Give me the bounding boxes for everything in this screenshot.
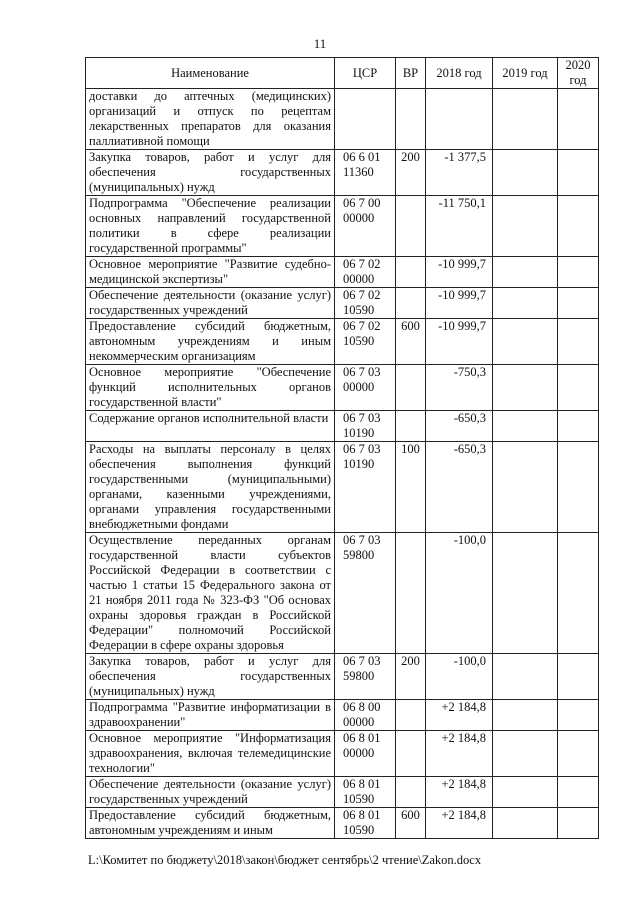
row-csr-cell: 06 8 00 00000: [335, 700, 396, 731]
row-csr-cell: 06 7 02 10590: [335, 319, 396, 365]
table-row: [86, 150, 599, 196]
row-csr-cell: 06 8 01 10590: [335, 777, 396, 808]
file-path-footer: L:\Комитет по бюджету\2018\закон\бюджет сентябрь\2 чтение\Zakon.docx: [88, 853, 482, 867]
header-name: Наименование: [86, 58, 335, 89]
row-vr-cell: 100: [396, 442, 426, 533]
table-row: [86, 411, 599, 442]
row-2019-cell: [493, 257, 558, 288]
row-csr-cell: 06 7 03 10190: [335, 442, 396, 533]
table-row: [86, 365, 599, 411]
table-row: [86, 777, 599, 808]
row-2018-cell: -1 377,5: [426, 150, 493, 196]
row-vr-cell: 200: [396, 150, 426, 196]
row-2020-cell: [558, 808, 599, 839]
row-vr-cell: [396, 89, 426, 150]
row-vr-cell: 600: [396, 319, 426, 365]
row-name-cell: Обеспечение деятельности (оказание услуг) государственных учреждений: [86, 288, 335, 319]
row-vr-cell: [396, 288, 426, 319]
row-vr-cell: [396, 700, 426, 731]
header-2019: 2019 год: [493, 58, 558, 89]
header-2018: 2018 год: [426, 58, 493, 89]
row-2020-cell: [558, 196, 599, 257]
row-2020-cell: [558, 150, 599, 196]
row-2018-cell: -650,3: [426, 442, 493, 533]
row-name-cell: Подпрограмма "Развитие информатизации в здравоохранении": [86, 700, 335, 731]
row-vr-cell: [396, 731, 426, 777]
row-2019-cell: [493, 196, 558, 257]
row-vr-cell: [396, 411, 426, 442]
row-2018-cell: [426, 89, 493, 150]
row-name-cell: Предоставление субсидий бюджетным, автономным учреждениям и иным некоммерческим организациям: [86, 319, 335, 365]
row-name-cell: Осуществление переданных органам государственной власти субъектов Российской Федерации в соответствии с частью 1 статьи 15 Федерального закона от 21 ноября 2011 года № 323-ФЗ "Об основах охраны здоровья граждан в Российской Федерации" полномочий Российской Федерации в сфере охраны здоровья: [86, 533, 335, 654]
row-csr-cell: 06 7 02 00000: [335, 257, 396, 288]
header-csr: ЦСР: [335, 58, 396, 89]
row-csr-cell: 06 8 01 10590: [335, 808, 396, 839]
row-csr-cell: 06 8 01 00000: [335, 731, 396, 777]
row-2019-cell: [493, 777, 558, 808]
table-row: [86, 808, 599, 839]
row-2018-cell: +2 184,8: [426, 808, 493, 839]
row-name-cell: Закупка товаров, работ и услуг для обеспечения государственных (муниципальных) нужд: [86, 654, 335, 700]
row-2018-cell: -10 999,7: [426, 288, 493, 319]
row-name-cell: доставки до аптечных (медицинских) организаций и отпуск по рецептам лекарственных препаратов для оказания паллиативной помощи: [86, 89, 335, 150]
table-row: [86, 533, 599, 654]
row-csr-cell: [335, 89, 396, 150]
row-2018-cell: -100,0: [426, 533, 493, 654]
table-header-row: [86, 58, 599, 89]
row-2018-cell: +2 184,8: [426, 777, 493, 808]
row-2018-cell: +2 184,8: [426, 700, 493, 731]
row-2019-cell: [493, 288, 558, 319]
row-2019-cell: [493, 319, 558, 365]
table-row: [86, 196, 599, 257]
row-name-cell: Предоставление субсидий бюджетным, автономным учреждениям и иным: [86, 808, 335, 839]
row-2019-cell: [493, 700, 558, 731]
table-row: [86, 288, 599, 319]
row-vr-cell: [396, 257, 426, 288]
row-2020-cell: [558, 533, 599, 654]
row-vr-cell: [396, 777, 426, 808]
row-vr-cell: 600: [396, 808, 426, 839]
row-2018-cell: -650,3: [426, 411, 493, 442]
row-2020-cell: [558, 731, 599, 777]
row-2019-cell: [493, 150, 558, 196]
row-2019-cell: [493, 533, 558, 654]
row-csr-cell: 06 6 01 11360: [335, 150, 396, 196]
row-csr-cell: 06 7 03 59800: [335, 654, 396, 700]
row-csr-cell: 06 7 00 00000: [335, 196, 396, 257]
row-name-cell: Основное мероприятие "Обеспечение функций исполнительных органов государственной власти": [86, 365, 335, 411]
row-vr-cell: [396, 365, 426, 411]
row-2019-cell: [493, 808, 558, 839]
row-2019-cell: [493, 442, 558, 533]
row-name-cell: Подпрограмма "Обеспечение реализации основных направлений государственной политики в сфере реализации государственной программы": [86, 196, 335, 257]
row-2020-cell: [558, 654, 599, 700]
row-2020-cell: [558, 700, 599, 731]
row-2020-cell: [558, 777, 599, 808]
row-vr-cell: [396, 196, 426, 257]
row-2019-cell: [493, 89, 558, 150]
page-number: 11: [313, 36, 327, 51]
row-2020-cell: [558, 442, 599, 533]
header-2020: 2020 год: [558, 58, 599, 89]
row-name-cell: Расходы на выплаты персоналу в целях обеспечения выполнения функций государственными (муниципальными) органами, казенными учреждениями, органами управления государственными внебюджетными фондами: [86, 442, 335, 533]
table-row: [86, 89, 599, 150]
row-2020-cell: [558, 257, 599, 288]
row-name-cell: Обеспечение деятельности (оказание услуг) государственных учреждений: [86, 777, 335, 808]
row-2018-cell: -11 750,1: [426, 196, 493, 257]
budget-table: [85, 57, 599, 839]
row-csr-cell: 06 7 03 59800: [335, 533, 396, 654]
row-vr-cell: [396, 533, 426, 654]
row-vr-cell: 200: [396, 654, 426, 700]
row-2020-cell: [558, 288, 599, 319]
row-2019-cell: [493, 411, 558, 442]
table-row: [86, 319, 599, 365]
row-2020-cell: [558, 319, 599, 365]
header-vr: ВР: [396, 58, 426, 89]
table-row: [86, 654, 599, 700]
row-2018-cell: -100,0: [426, 654, 493, 700]
row-csr-cell: 06 7 03 10190: [335, 411, 396, 442]
row-csr-cell: 06 7 03 00000: [335, 365, 396, 411]
row-name-cell: Основное мероприятие "Развитие судебно-медицинской экспертизы": [86, 257, 335, 288]
row-csr-cell: 06 7 02 10590: [335, 288, 396, 319]
row-name-cell: Закупка товаров, работ и услуг для обеспечения государственных (муниципальных) нужд: [86, 150, 335, 196]
row-name-cell: Основное мероприятие "Информатизация здравоохранения, включая телемедицинские технологии": [86, 731, 335, 777]
row-2020-cell: [558, 365, 599, 411]
table-row: [86, 731, 599, 777]
row-2018-cell: +2 184,8: [426, 731, 493, 777]
row-2020-cell: [558, 89, 599, 150]
row-2018-cell: -10 999,7: [426, 319, 493, 365]
row-2018-cell: -750,3: [426, 365, 493, 411]
row-2019-cell: [493, 654, 558, 700]
row-2020-cell: [558, 411, 599, 442]
row-2019-cell: [493, 731, 558, 777]
table-row: [86, 700, 599, 731]
table-row: [86, 442, 599, 533]
table-row: [86, 257, 599, 288]
row-name-cell: Содержание органов исполнительной власти: [86, 411, 335, 442]
row-2018-cell: -10 999,7: [426, 257, 493, 288]
row-2019-cell: [493, 365, 558, 411]
